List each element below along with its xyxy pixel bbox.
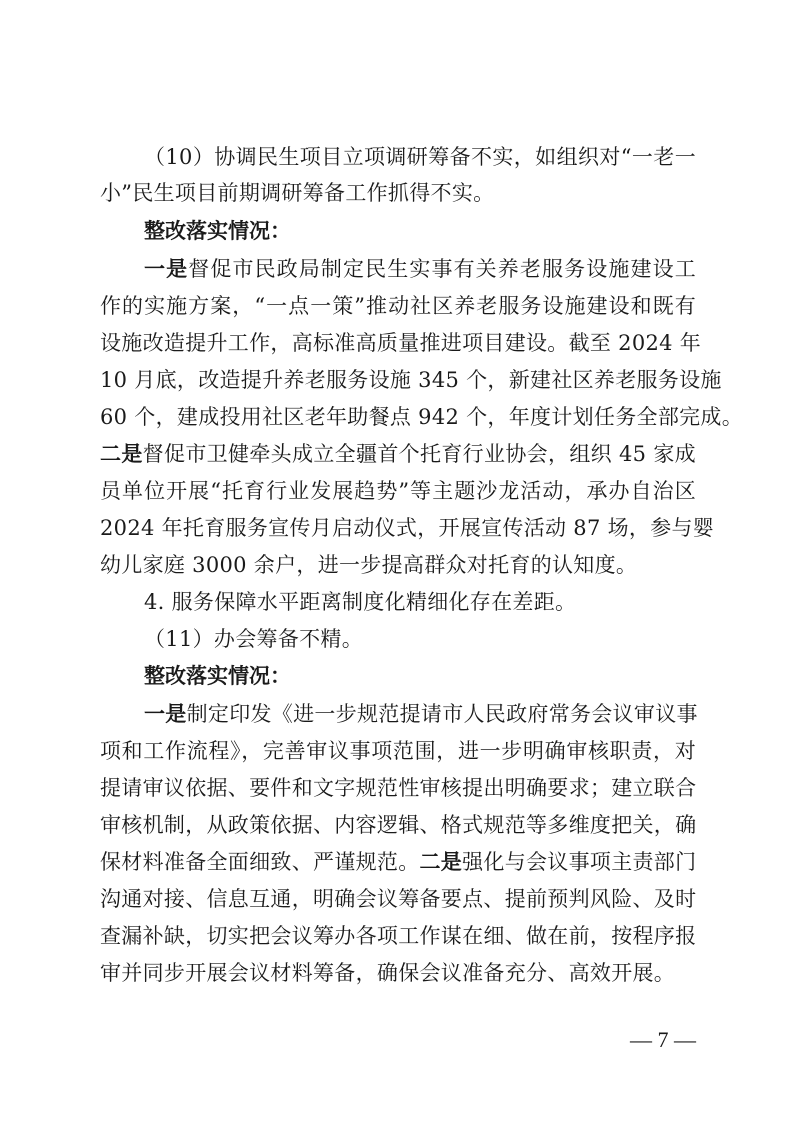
rectification-2-p2-line-1-text: 强化与会议事项主责部门 — [462, 850, 697, 874]
rectification-2-p1-line-3: 提请审议依据、要件和文字规范性审核提出明确要求；建立联合 — [100, 776, 697, 800]
rectification-2-p2-line-4: 审并同步开展会议材料筹备，确保会议准备充分、高效开展。 — [100, 961, 676, 985]
rectification-1-p1-line-3: 设施改造提升工作，高标准高质量推进项目建设。截至 2024 年 — [100, 331, 702, 355]
item-10-line-1: （10）协调民生项目立项调研筹备不实，如组织对“一老一 — [144, 145, 696, 169]
rectification-1-p1-line-4: 10 月底，改造提升养老服务设施 345 个，新建社区养老服务设施 — [100, 368, 722, 392]
rectification-2-p1-line-5-text: 保材料准备全面细致、严谨规范。 — [100, 850, 420, 874]
rectification-1-p1-line-1-text: 督促市民政局制定民生实事有关养老服务设施建设工 — [188, 257, 696, 281]
rectification-2-p2-line-2: 沟通对接、信息互通，明确会议筹备要点、提前预判风险、及时 — [100, 887, 697, 911]
point-one-lead: 一是 — [144, 256, 189, 281]
rectification-1-p2-line-1-text: 督促市卫健牵头成立全疆首个托育行业协会，组织 45 家成 — [142, 442, 696, 466]
page-number: — 7 — — [630, 1027, 696, 1052]
point-two-lead: 二是 — [419, 849, 463, 874]
rectification-1-p2-line-4: 幼儿家庭 3000 余户，进一步提高群众对托育的认知度。 — [100, 553, 638, 577]
rectification-1-p2-line-3: 2024 年托育服务宣传月启动仪式，开展宣传活动 87 场，参与婴 — [100, 516, 715, 540]
rectification-2-p1-line-1 — [144, 697, 696, 731]
rectification-2-p1-line-1-text: 制定印发《进一步规范提请市人民政府常务会议审议事 — [186, 702, 698, 726]
item-10-line-2: 小”民生项目前期调研筹备工作抓得不实。 — [100, 181, 495, 205]
point-one-lead: 一是 — [144, 701, 187, 726]
rectification-1-p2-line-2: 员单位开展“托育行业发展趋势”等主题沙龙活动，承办自治区 — [100, 479, 696, 503]
item-11-title: （11）办会筹备不精。 — [144, 627, 364, 651]
rectification-1-p1-line-2: 作的实施方案，“一点一策”推动社区养老服务设施建设和既有 — [100, 294, 696, 318]
rectification-1-p1-line-5: 60 个，建成投用社区老年助餐点 942 个，年度计划任务全部完成。 — [100, 405, 744, 429]
point-two-lead: 二是 — [100, 441, 143, 466]
rectification-heading-1: 整改落实情况： — [144, 218, 291, 243]
rectification-2-p2-line-3: 查漏补缺，切实把会议筹办各项工作谋在细、做在前，按程序报 — [100, 924, 697, 948]
rectification-1-p2-line-1 — [100, 437, 696, 471]
rectification-2-p1-line-2: 项和工作流程》，完善审议事项范围，进一步明确审核职责，对 — [100, 739, 696, 763]
rectification-2-p1-line-5 — [100, 845, 696, 879]
rectification-2-p1-line-4: 审核机制，从政策依据、内容逻辑、格式规范等多维度把关，确 — [100, 813, 697, 837]
section-4-title: 4. 服务保障水平距离制度化精细化存在差距。 — [144, 590, 577, 614]
rectification-1-p1-line-1 — [144, 252, 696, 286]
rectification-heading-2: 整改落实情况： — [144, 663, 291, 688]
